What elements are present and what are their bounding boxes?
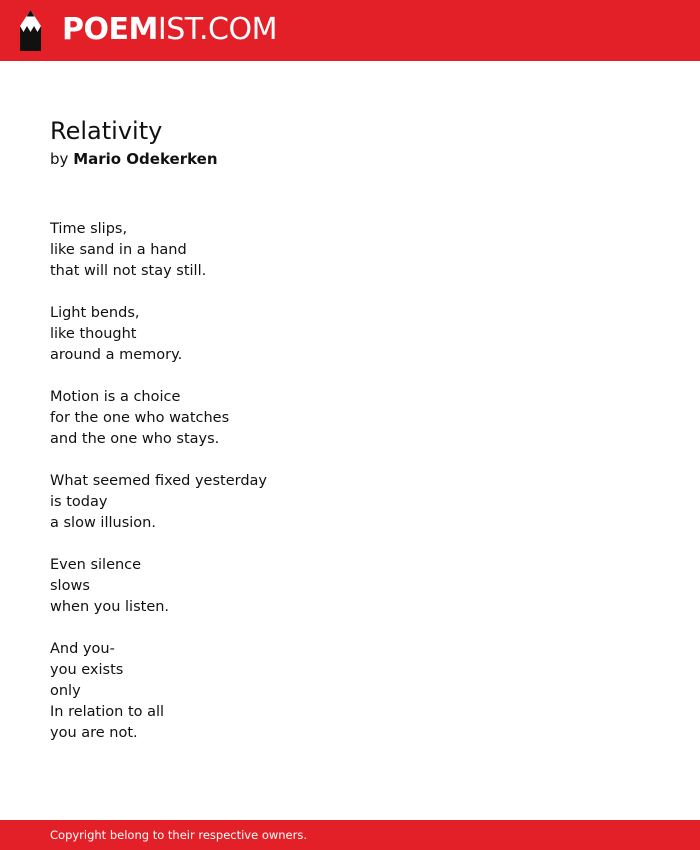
poem-line: for the one who watches [50, 410, 230, 426]
poem-stanza [50, 387, 650, 450]
poem-line: slows [50, 578, 90, 594]
home-logo-link[interactable] [0, 0, 277, 61]
copyright-notice: Copyright belong to their respective owners. [50, 828, 308, 842]
poem-line: that will not stay still. [50, 263, 207, 279]
brand-light: IST.COM [157, 12, 277, 47]
poem-line: around a memory. [50, 347, 183, 363]
poem-line: like sand in a hand [50, 242, 187, 258]
poem-stanza [50, 555, 650, 618]
poem-line: And you- [50, 641, 115, 657]
poem-byline [50, 149, 218, 169]
pencil-tip-icon [18, 10, 43, 51]
poem-line: In relation to all [50, 704, 165, 720]
poem-title: Relativity [50, 117, 163, 145]
poem-line: Motion is a choice [50, 389, 181, 405]
poem-line: Even silence [50, 557, 142, 573]
poem-line: Time slips, [50, 221, 128, 237]
poem-body [50, 219, 650, 765]
site-footer [0, 820, 700, 850]
poem-stanza [50, 639, 650, 744]
brand-strong: POEM [62, 12, 158, 47]
poem-line: is today [50, 494, 108, 510]
poem-line: and the one who stays. [50, 431, 220, 447]
poem-line: Light bends, [50, 305, 140, 321]
poem-line: you are not. [50, 725, 138, 741]
author-name: Mario Odekerken [73, 150, 218, 168]
poem-line: a slow illusion. [50, 515, 156, 531]
brand-wordmark [62, 11, 277, 49]
site-header [0, 0, 700, 61]
poem-line: you exists [50, 662, 124, 678]
poem-line: only [50, 683, 81, 699]
poem-line: like thought [50, 326, 137, 342]
by-label: by [50, 150, 69, 168]
poem-line: when you listen. [50, 599, 170, 615]
poem-line: What seemed fixed yesterday [50, 473, 268, 489]
poem-stanza [50, 219, 650, 282]
poem-stanza [50, 303, 650, 366]
poem-stanza [50, 471, 650, 534]
